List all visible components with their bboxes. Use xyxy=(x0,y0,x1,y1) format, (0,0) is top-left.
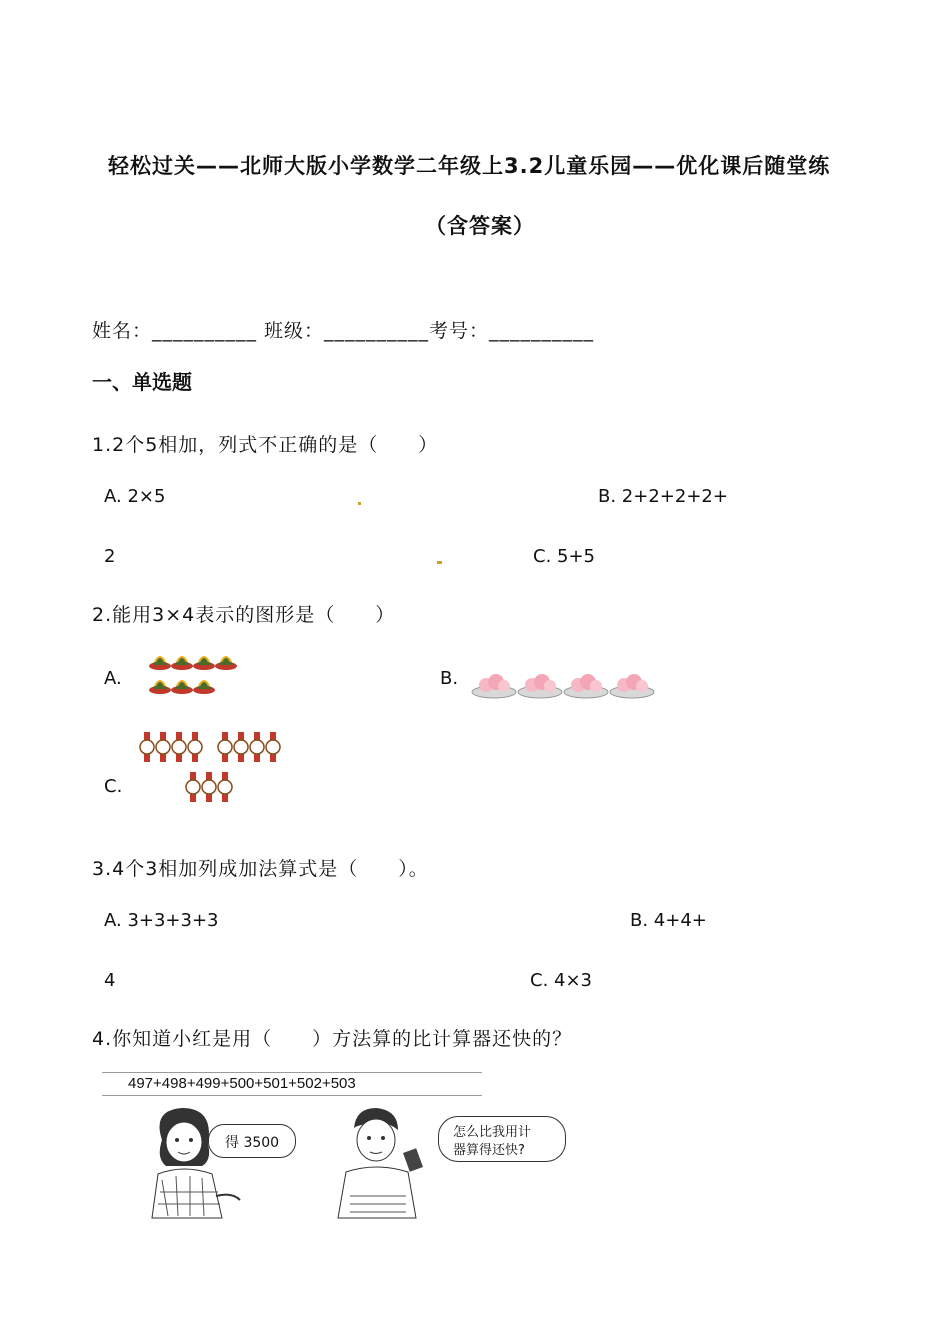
question-3-option-a[interactable]: A. 3+3+3+3 xyxy=(104,910,219,931)
question-2-stem: 2.能用3×4表示的图形是（ ） xyxy=(92,604,396,626)
question-1-option-a[interactable]: A. 2×5 xyxy=(104,486,166,507)
question-3-option-b-continued: 4 xyxy=(104,970,116,991)
question-3-option-c[interactable]: C. 4×3 xyxy=(530,970,592,991)
boy-figure xyxy=(320,1100,430,1220)
watches-image xyxy=(138,732,288,804)
question-2-option-b[interactable]: B. xyxy=(440,668,459,689)
document-title-line1: 轻松过关——北师大版小学数学二年级上3.2儿童乐园——优化课后随堂练 xyxy=(108,154,831,178)
peach-plates-image xyxy=(470,668,660,702)
girl-bubble-text: 得 3500 xyxy=(225,1135,280,1151)
boy-bubble-text-line1: 怎么比我用计 xyxy=(453,1125,532,1140)
question-4-stem: 4.你知道小红是用（ ）方法算的比计算器还快的？ xyxy=(92,1028,573,1050)
question-2-option-a[interactable]: A. xyxy=(104,668,122,689)
question-1-stem: 1.2个5相加，列式不正确的是（ ） xyxy=(92,434,439,456)
stray-mark xyxy=(358,502,361,505)
question-4-illustration xyxy=(92,1068,592,1218)
boy-bubble-text-line2: 器算得还快? xyxy=(453,1143,525,1158)
section-heading: 一、单选题 xyxy=(92,370,192,394)
document-title-line2: （含答案） xyxy=(425,214,535,238)
student-info-line: 姓名：__________ 班级：__________考号：__________ xyxy=(92,320,595,342)
equation-text: 497+498+499+500+501+502+503 xyxy=(128,1075,356,1092)
question-3-option-b[interactable]: B. 4+4+ xyxy=(630,910,707,931)
girl-speech-bubble xyxy=(208,1124,296,1158)
question-1-option-b-continued: 2 xyxy=(104,546,116,567)
hats-image xyxy=(148,648,238,696)
girl-figure xyxy=(132,1100,242,1220)
question-3-stem: 3.4个3相加列成加法算式是（ ）。 xyxy=(92,858,429,880)
equation-banner xyxy=(102,1072,482,1096)
stray-mark xyxy=(437,561,442,564)
question-1-option-b[interactable]: B. 2+2+2+2+ xyxy=(598,486,728,507)
boy-speech-bubble xyxy=(438,1116,566,1162)
question-2-option-c[interactable]: C. xyxy=(104,776,123,797)
question-1-option-c[interactable]: C. 5+5 xyxy=(533,546,595,567)
